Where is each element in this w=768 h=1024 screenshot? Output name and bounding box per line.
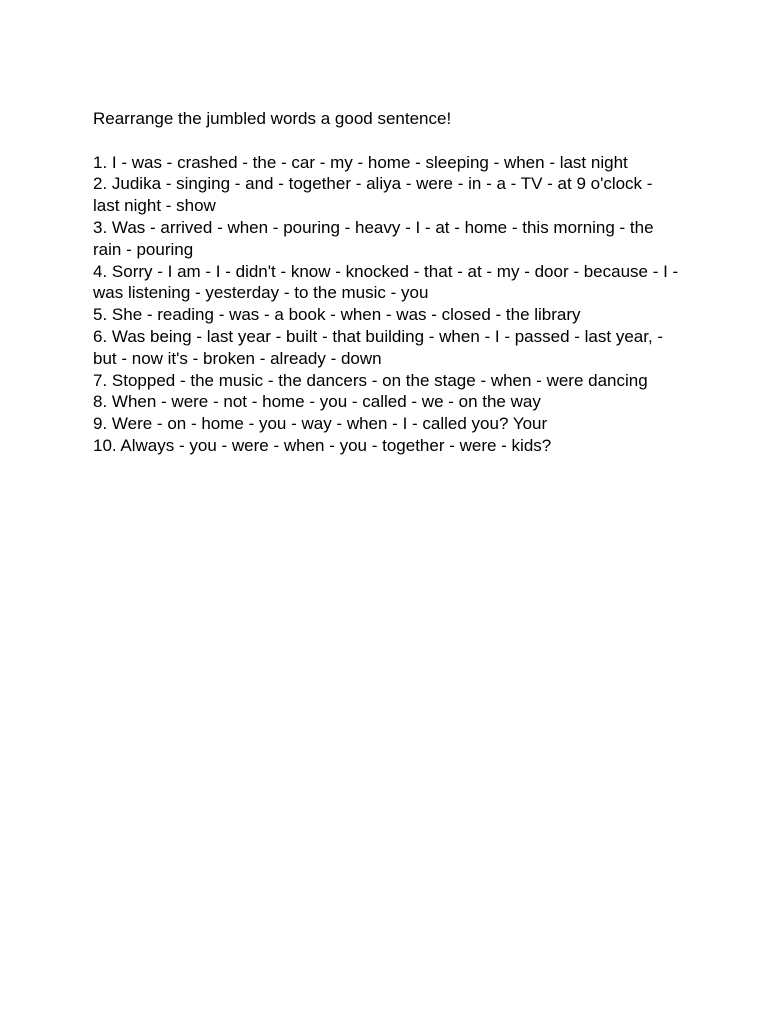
exercise-item: 9. Were - on - home - you - way - when - I - called you? Your (93, 414, 548, 434)
exercise-item: 10. Always - you - were - when - you - together - were - kids? (93, 435, 552, 455)
exercise-item: 6. Was being - last year - built - that building - when - I - passed - last year, - but - now it's - broken - already - down (93, 326, 664, 368)
exercise-item: 1. I - was - crashed - the - car - my - home - sleeping - when - last night (93, 152, 628, 172)
document-page (93, 108, 683, 457)
exercise-item: 8. When - were - not - home - you - called - we - on the way (93, 392, 541, 412)
exercise-item: 5. She - reading - was - a book - when - was - closed - the library (93, 305, 581, 325)
exercise-item: 4. Sorry - I am - I - didn't - know - knocked - that - at - my - door - because - I - was listening - yesterday - to the music - you (93, 261, 679, 303)
exercise-item: 7. Stopped - the music - the dancers - on the stage - when - were dancing (93, 370, 648, 390)
instruction-text: Rearrange the jumbled words a good sentence! (93, 109, 452, 128)
exercise-item: 3. Was - arrived - when - pouring - heavy - I - at - home - this morning - the rain - pouring (93, 217, 654, 259)
exercise-item: 2. Judika - singing - and - together - aliya - were - in - a - TV - at 9 o'clock - last night - show (93, 174, 653, 216)
exercise-list (93, 152, 683, 457)
